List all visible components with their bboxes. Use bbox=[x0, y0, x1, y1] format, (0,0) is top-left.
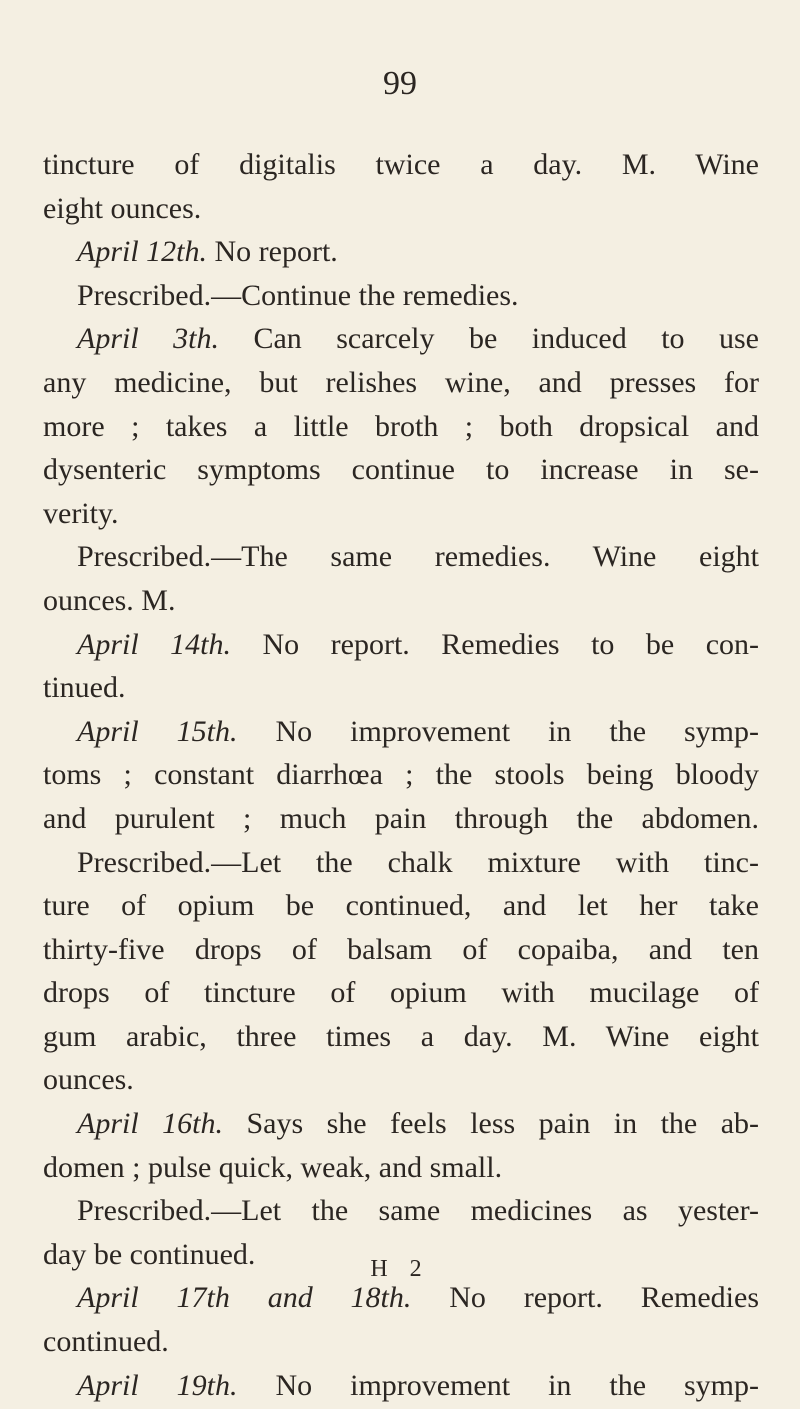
text-line: tincture of digitalis twice a day. M. Wine bbox=[43, 148, 759, 181]
text-line: toms ; constant diarrhœa ; the stools being bloody bbox=[43, 758, 759, 792]
entry-line: April 3th. Can scarcely be induced to use bbox=[77, 322, 759, 356]
entry-day: 19th. bbox=[176, 1368, 238, 1402]
text-line: Prescribed.—Continue the remedies. bbox=[77, 278, 519, 312]
text-line: ounces. bbox=[43, 1063, 134, 1097]
text-line: dysenteric symptoms continue to increase in se- bbox=[43, 453, 759, 487]
entry-line: April 12th. No report. bbox=[77, 235, 338, 269]
text-line: ture of opium be continued, and let her take bbox=[43, 889, 759, 923]
entry-date: April bbox=[77, 714, 139, 748]
entry-day: 16th. bbox=[162, 1107, 223, 1141]
entry-date: April bbox=[77, 235, 139, 269]
entry-line: April 15th. No improvement in the symp- bbox=[77, 714, 760, 748]
text-line: Prescribed.—Let the same medicines as yester- bbox=[77, 1194, 759, 1228]
entry-day: 14th. bbox=[170, 627, 232, 661]
entry-date: April bbox=[77, 1107, 139, 1141]
text-line: thirty-five drops of balsam of copaiba, and ten bbox=[43, 932, 759, 966]
text-line: any medicine, but relishes wine, and presses for bbox=[43, 365, 759, 399]
text-line: domen ; pulse quick, weak, and small. bbox=[43, 1150, 503, 1184]
text-line: Prescribed.—Let the chalk mixture with tinc- bbox=[77, 845, 759, 879]
page-number: 99 bbox=[383, 65, 417, 102]
body-text bbox=[43, 143, 759, 1407]
entry-line: April 14th. No report. Remedies to be con- bbox=[77, 627, 760, 661]
text-line: gum arabic, three times a day. M. Wine eight bbox=[43, 1019, 759, 1053]
text-line: eight ounces. bbox=[43, 191, 202, 225]
entry-date: April bbox=[77, 627, 139, 661]
text-line: tinued. bbox=[43, 671, 126, 705]
entry-date: April bbox=[77, 1281, 139, 1315]
text-line: continued. bbox=[43, 1325, 169, 1359]
entry-line: April 17th and 18th. No report. Remedies bbox=[77, 1281, 759, 1315]
entry-date: April bbox=[77, 1368, 139, 1402]
entry-day: 15th. bbox=[176, 714, 238, 748]
text-line: drops of tincture of opium with mucilage of bbox=[43, 976, 759, 1010]
entry-day: 17th and 18th. bbox=[176, 1281, 412, 1315]
text-line: and purulent ; much pain through the abdomen. bbox=[43, 801, 759, 835]
text-line: day be continued. bbox=[43, 1237, 256, 1271]
entry-day: 12th. bbox=[146, 235, 208, 269]
text-line: more ; takes a little broth ; both dropsical and bbox=[43, 409, 759, 443]
text-line: Prescribed.—The same remedies. Wine eight bbox=[77, 540, 759, 574]
entry-day: 3th. bbox=[173, 322, 219, 356]
entry-line: April 19th. No improvement in the symp- bbox=[77, 1368, 760, 1402]
entry-date: April bbox=[77, 322, 139, 356]
signature-mark: H 2 bbox=[370, 1256, 430, 1282]
entry-line: April 16th. Says she feels less pain in the ab- bbox=[77, 1107, 760, 1141]
text-line: ounces. M. bbox=[43, 583, 176, 617]
text-line: verity. bbox=[43, 496, 119, 530]
